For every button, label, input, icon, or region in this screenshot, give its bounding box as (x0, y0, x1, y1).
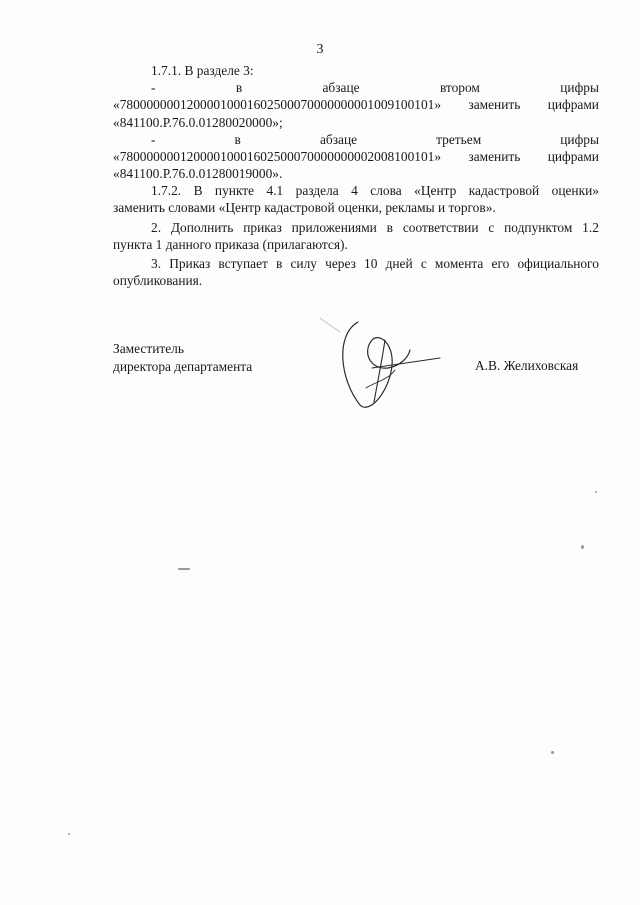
word: приложениями (291, 220, 377, 235)
word: официального (517, 256, 599, 271)
word: дней (385, 256, 413, 271)
clause-3-line1 (113, 255, 599, 272)
word: В (193, 183, 203, 198)
word: втором (439, 80, 480, 96)
word: в (235, 80, 243, 96)
clause-2-line2: пункта 1 данного приказа (прилагаются). (113, 237, 348, 253)
word: силу (290, 256, 317, 271)
handwritten-signature (300, 310, 450, 420)
signatory-name: А.В. Желиховская (475, 358, 579, 373)
word: - (151, 131, 156, 147)
scan-speck (551, 751, 554, 754)
signatory-position (113, 340, 252, 376)
word: 10 (364, 256, 378, 271)
clause-2 (113, 219, 599, 253)
word: через (325, 256, 356, 271)
scan-speck (178, 568, 190, 570)
clause-3 (113, 255, 599, 289)
item1-line1 (113, 79, 599, 96)
word: приказ (243, 220, 282, 235)
word: «Центр (414, 183, 457, 198)
clause-1-7-2 (113, 182, 599, 216)
word: соответствии (402, 220, 479, 235)
clause-1-7-1 (113, 62, 599, 182)
word: 1.7.2. (151, 183, 182, 198)
code-old: «78000000012000010001602500070000000001009100101» (113, 97, 442, 113)
position-line1: Заместитель (113, 341, 184, 356)
word: цифрами (547, 97, 599, 113)
page-number: 3 (316, 42, 324, 57)
word: подпунктом (504, 220, 573, 235)
word: момента (434, 256, 484, 271)
word: оценки» (551, 183, 599, 198)
word: его (491, 256, 510, 271)
word: Приказ (169, 256, 211, 271)
word: абзаце (319, 131, 358, 147)
scan-speck (68, 833, 70, 835)
code-old: «78000000012000010001602500070000000002008100101» (113, 149, 442, 165)
clause-3-line2: опубликования. (113, 273, 203, 289)
word: 2. (151, 220, 162, 235)
scan-speck (581, 545, 584, 549)
word: пункте (214, 183, 255, 198)
word: в (386, 220, 393, 235)
word: вступает (218, 256, 268, 271)
word: цифры (560, 80, 599, 96)
item2-line3: «841100.Р.76.0.01280019000». (113, 166, 283, 182)
word: с (420, 256, 427, 271)
word: с (488, 220, 495, 235)
item1-line3: «841100.Р.76.0.01280020000»; (113, 114, 283, 130)
word: заменить (468, 97, 521, 113)
word: Дополнить (170, 220, 234, 235)
clause-1-7-2-line2: заменить словами «Центр кадастровой оценки, рекламы и торгов». (113, 200, 496, 216)
word: слова (370, 183, 402, 198)
word: третьем (436, 131, 482, 147)
word: кадастровой (468, 183, 540, 198)
word: заменить (468, 149, 521, 165)
word: раздела (295, 183, 339, 198)
clause-1-7-2-line1 (113, 182, 599, 199)
clause-2-line1 (113, 219, 599, 236)
position-line2: директора департамента (113, 359, 253, 374)
word: 4.1 (266, 183, 284, 198)
item1-line2 (113, 96, 599, 113)
item2-line1 (113, 131, 599, 148)
word: 1.2 (582, 220, 599, 235)
clause-heading: 1.7.1. В разделе 3: (151, 63, 254, 78)
word: цифрами (547, 149, 599, 165)
word: в (276, 256, 283, 271)
word: - (151, 80, 156, 96)
item2-line2 (113, 148, 599, 165)
word: 4 (351, 183, 358, 198)
word: цифры (560, 131, 599, 147)
word: абзаце (322, 80, 360, 96)
word: 3. (151, 256, 162, 271)
scan-speck (595, 491, 597, 493)
word: в (234, 131, 241, 147)
